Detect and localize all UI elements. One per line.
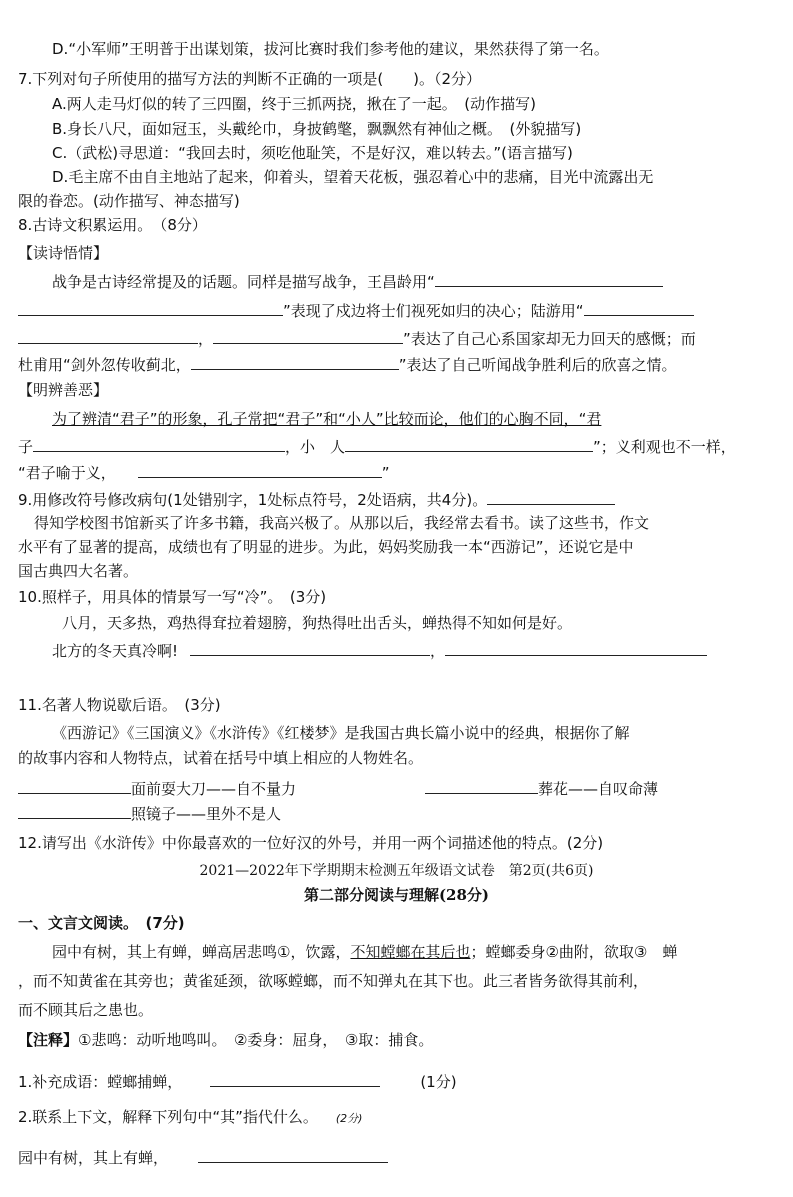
q7-option-d-line2: 限的眷恋。(动作描写、神态描写) (18, 192, 240, 210)
classical-text-line1 (52, 941, 677, 963)
q7-option-d-line1: D.毛主席不由自主地站了起来，仰着头，望着天花板，强忍着心中的悲痛，目光中流露出无 (52, 168, 654, 186)
q9-stem-row (18, 489, 615, 511)
q9-text-line3: 国古典四大名著。 (18, 562, 139, 580)
q11-item-row1 (18, 777, 296, 800)
q11-item: 照镜子——里外不是人 (131, 805, 282, 823)
classical-text: ；螳螂委身②曲附，欲取③ 蝉 (470, 943, 678, 961)
answer-blank[interactable] (18, 299, 283, 316)
section1-heading: 一、文言文阅读。 (7分) (18, 914, 185, 932)
q8-text: ”表达了自己听闻战争胜利后的欣喜之情。 (398, 356, 677, 374)
classical-text-line3: 而不顾其后之患也。 (18, 1001, 154, 1019)
q10-task: 北方的冬天真冷啊! (52, 642, 179, 660)
annotation-row (18, 1029, 433, 1051)
answer-blank[interactable] (435, 270, 663, 287)
answer-blank[interactable] (138, 461, 382, 478)
q10-stem: 10.照样子，用具体的情景写一写“冷”。 (3分) (18, 588, 327, 606)
q8-section-poetry: 【读诗悟情】 (18, 244, 109, 262)
q9-text-line1: 得知学校图书馆新买了许多书籍，我高兴极了。从那以后，我经常去看书。读了这些书，作文 (34, 514, 650, 532)
q11-para-line2: 的故事内容和人物特点，试着在括号中填上相应的人物姓名。 (18, 749, 424, 767)
q10-example: 八月，天多热，鸡热得耷拉着翅膀，狗热得吐出舌头，蝉热得不知如何是好。 (62, 614, 573, 632)
q8-text: “君子喻于义， (18, 464, 116, 482)
answer-blank[interactable] (584, 299, 694, 316)
q11-item-row2 (18, 802, 281, 825)
q8-stem: 8.古诗文积累运用。 （8分） (18, 216, 207, 234)
classical-text-line2: ，而不知黄雀在其旁也；黄雀延颈，欲啄螳螂，而不知弹丸在其下也。此三者皆务欲得其前利， (18, 972, 649, 990)
q8-text: 杜甫用“剑外忽传收蓟北， (18, 356, 191, 374)
q11-item: 面前耍大刀——自不量力 (131, 780, 297, 798)
annotation-label: 【注释】 (18, 1031, 79, 1049)
q8-poetry-line1 (52, 270, 663, 293)
q8-text: ， (198, 330, 214, 348)
s1-q2-row (18, 1106, 362, 1130)
answer-blank[interactable] (445, 639, 707, 656)
q10-task-row (52, 639, 707, 662)
answer-blank[interactable] (210, 1070, 380, 1087)
q8-poetry-line3 (18, 327, 696, 350)
answer-blank[interactable] (190, 639, 430, 656)
answer-blank[interactable] (18, 777, 131, 794)
q8-text: ，小 人 (285, 438, 346, 456)
s1-q1-row (18, 1070, 457, 1093)
handwritten-score: (2分) (335, 1112, 363, 1125)
answer-blank[interactable] (345, 435, 593, 452)
q8-text: ”表现了戍边将士们视死如归的决心；陆游用“ (283, 302, 584, 320)
q8-section-ethics: 【明辨善恶】 (18, 381, 109, 399)
q8-text: ”；义利观也不一样， (593, 438, 736, 456)
q11-item: 葬花——自叹命薄 (538, 780, 659, 798)
q8-text: 战争是古诗经常提及的话题。同样是描写战争，王昌龄用“ (52, 273, 435, 291)
q8-text: ”表达了自己心系国家却无力回天的感慨；而 (403, 330, 696, 348)
q7-option-b: B.身长八尺，面如冠玉，头戴纶巾，身披鹤氅，飘飘然有神仙之概。 (外貌描写) (52, 120, 582, 138)
answer-blank[interactable] (425, 777, 538, 794)
q8-ethics-line1: 为了辨清“君子”的形象，孔子常把“君子”和“小人”比较而论，他们的心胸不同，“君 (52, 410, 602, 428)
q9-stem: 9.用修改符号修改病句(1处错别字，1处标点符号，2处语病，共4分)。 (18, 491, 488, 509)
q8-ethics-line2 (18, 435, 736, 458)
classical-text: 园中有树，其上有蝉，蝉高居悲鸣①，饮露， (52, 943, 351, 961)
page-footer: 2021—2022年下学期期末检测五年级语文试卷 第2页(共6页) (199, 863, 594, 879)
s1-q2a-row (18, 1146, 388, 1169)
s1-q2: 2.联系上下文，解释下列句中“其”指代什么。 (18, 1108, 318, 1126)
q7-option-a: A.两人走马灯似的转了三四圈，终于三抓两挠，揪在了一起。 (动作描写) (52, 95, 536, 113)
part2-heading: 第二部分阅读与理解(28分) (303, 886, 490, 904)
q11-item-row1b (425, 777, 658, 800)
q9-text-line2: 水平有了显著的提高，成绩也有了明显的进步。为此，妈妈奖励我一本“西游记”，还说它是中 (18, 538, 634, 556)
q12-stem: 12.请写出《水浒传》中你最喜欢的一位好汉的外号，并用一两个词描述他的特点。(2分) (18, 834, 604, 852)
q10-text: ， (430, 642, 446, 660)
answer-blank[interactable] (18, 802, 131, 819)
q7-option-c: C.（武松)寻思道：“我回去时，须吃他耻笑，不是好汉，难以转去。”(语言描写) (52, 144, 573, 162)
s1-q2a: 园中有树，其上有蝉， (18, 1149, 169, 1167)
q7-stem: 7.下列对句子所使用的描写方法的判断不正确的一项是( )。（2分） (18, 70, 482, 88)
s1-q1-score: (1分) (420, 1073, 457, 1091)
answer-blank[interactable] (18, 327, 198, 344)
s1-q1: 1.补充成语：螳螂捕蝉， (18, 1073, 183, 1091)
q8-text: ” (381, 464, 390, 482)
annotation-text: ①悲鸣：动听地鸣叫。 ②委身：屈身， ③取：捕食。 (78, 1031, 434, 1049)
answer-blank[interactable] (198, 1146, 388, 1163)
q11-stem: 11.名著人物说歇后语。 (3分) (18, 696, 221, 714)
q8-ethics-line3 (18, 461, 390, 484)
underline-rule (487, 490, 615, 505)
q8-poetry-line4 (18, 353, 677, 376)
classical-text-underlined: 不知螳螂在其后也 (350, 943, 471, 961)
q8-text: 子 (18, 438, 34, 456)
answer-blank[interactable] (33, 435, 285, 452)
q11-para-line1: 《西游记》《三国演义》《水浒传》《红楼梦》是我国古典长篇小说中的经典，根据你了解 (52, 724, 630, 742)
answer-blank[interactable] (191, 353, 399, 370)
q8-poetry-line2 (18, 299, 694, 322)
answer-blank[interactable] (213, 327, 403, 344)
q6-option-d: D.“小军师”王明普于出谋划策，拔河比赛时我们参考他的建议，果然获得了第一名。 (52, 40, 609, 58)
